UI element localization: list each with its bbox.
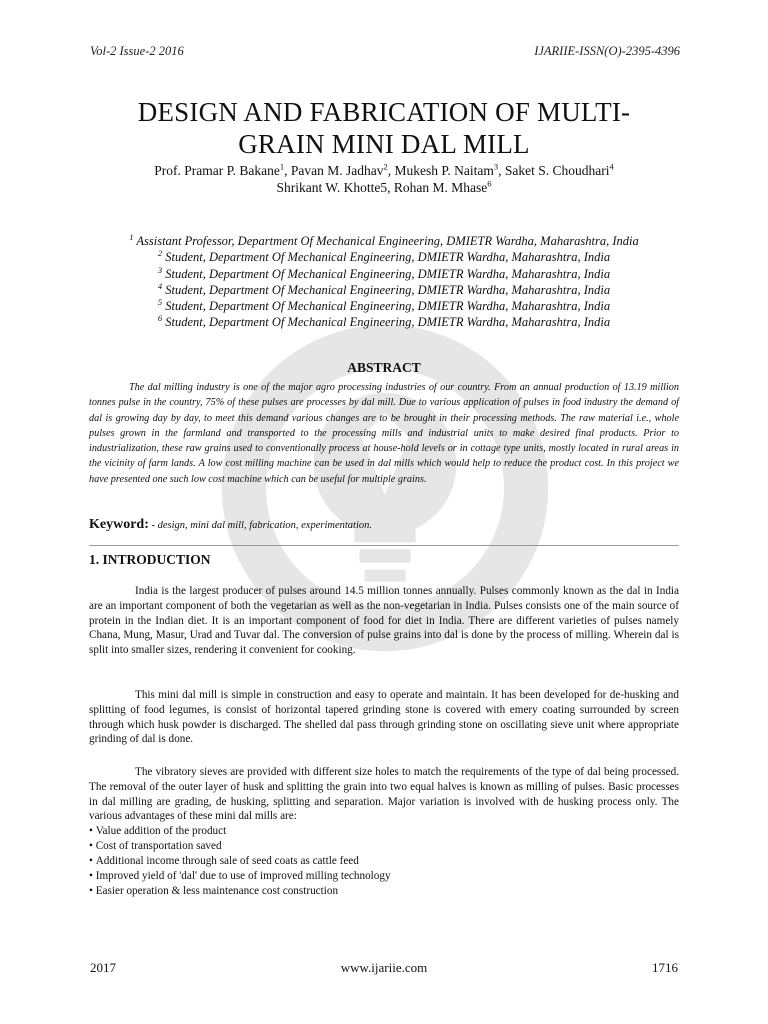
list-item: • Additional income through sale of seed coats as cattle feed <box>89 854 679 869</box>
list-item: • Improved yield of 'dal' due to use of improved milling technology <box>89 869 679 884</box>
list-item: • Easier operation & less maintenance cost construction <box>89 884 679 899</box>
keyword-label: Keyword: <box>89 517 149 532</box>
author-1: Prof. Pramar P. Bakane <box>154 163 280 178</box>
intro-paragraph-3: The vibratory sieves are provided with different size holes to match the requirements of the type of dal being processed. The removal of the outer layer of husk and splitting the grain into two equal halves is known as milling of pulses. Basic processes in dal milling are grading, de husking, splitting and separation. Major variation is involved with de husking process only. The various advantages of these mini dal mills are: <box>89 766 679 823</box>
affiliation-item: $^5$ Student, Department Of Mechanical Engineering, DMIETR Wardha, Maharashtra, India <box>157 297 611 314</box>
keyword-text: - design, mini dal mill, fabrication, experimentation. <box>151 520 372 531</box>
affiliation-item: $^2$ Student, Department Of Mechanical Engineering, DMIETR Wardha, Maharashtra, India <box>157 248 611 265</box>
section-divider <box>89 545 679 546</box>
author-4: Saket S. Choudhari <box>504 163 610 178</box>
page-number: 1716 <box>652 960 678 975</box>
author-3: Mukesh P. Naitam <box>394 163 494 178</box>
author-6: Rohan M. Mhase <box>393 180 488 195</box>
footer-year: 2017 <box>90 960 116 975</box>
affiliation-list <box>60 233 708 331</box>
affiliation-item: $^6$ Student, Department Of Mechanical Engineering, DMIETR Wardha, Maharashtra, India <box>157 313 611 330</box>
introduction-heading: 1. INTRODUCTION <box>89 552 211 567</box>
abstract-heading: ABSTRACT <box>347 360 421 375</box>
author-list <box>60 162 708 196</box>
author-line-2: Shrikant W. Khotte5, Rohan M. Mhase$^6$ <box>276 178 492 195</box>
advantages-list <box>89 824 679 899</box>
keywords <box>89 517 679 533</box>
abstract-body: The dal milling industry is one of the major agro processing industries of our country. From an annual production of 13.19 million tonnes pulse in the country, 75% of these pulses are processes by dal mill. Due to various application of pulses in food industry the demand of dal is growing day by day, to meet this demand various changes are to be brought in their processing methods. The raw material i.e., whole pulses grown in the farmland and transported to the processing mills and industrial units to make desired final products. Prior to industrialization, these raw grains used to conventionally process at house-hold levels or in cottage type units, mostly located in rural areas in the vicinity of farm lands. A low cost milling machine can be used in dal mills which would help to reduce the product cost. In this project we have presented one such low cost machine which can be useful for multiple grains. <box>89 382 679 485</box>
author-2: Pavan M. Jadhav <box>290 163 384 178</box>
intro-paragraph-2: This mini dal mill is simple in construction and easy to operate and maintain. It has been developed for de-husking and splitting of food legumes, is consist of horizontal tapered grinding stone is covered with emery coating surrounded by screen through which husk powder is discharged. The shelled dal pass through grinding stone on oscillating sieve unit where appropriate grinding of dal is done. <box>89 689 679 746</box>
affiliation-item: $^3$ Student, Department Of Mechanical Engineering, DMIETR Wardha, Maharashtra, India <box>157 264 611 281</box>
affiliation-item: $^4$ Student, Department Of Mechanical Engineering, DMIETR Wardha, Maharashtra, India <box>157 280 611 297</box>
affiliation-item: $^1$ Assistant Professor, Department Of Mechanical Engineering, DMIETR Wardha, Maharashtra, India <box>129 231 639 248</box>
list-item: • Value addition of the product <box>89 824 679 839</box>
footer-website: www.ijariie.com <box>340 960 428 975</box>
list-item: • Cost of transportation saved <box>89 839 679 854</box>
journal-issn: IJARIIE-ISSN(O)-2395-4396 <box>534 44 680 58</box>
paper-title <box>60 96 708 160</box>
title-line-2: GRAIN MINI DAL MILL <box>238 129 530 159</box>
title-line-1: DESIGN AND FABRICATION OF MULTI- <box>137 97 631 127</box>
author-5: Shrikant W. Khotte5 <box>276 180 388 195</box>
intro-paragraph-1: India is the largest producer of pulses around 14.5 million tonnes annually. Pulses commonly known as the dal in India are an important component of both the vegetarian as well as the non-vegetarian in India. Pulses consists one of the main source of protein in the Indian diet. It is an important component of food for diet in India. There are different varieties of pulses namely Chana, Mung, Masur, Urad and Tuvar dal. The conversion of pulse grains into dal is done by the process of milling. Wherein dal is split into smaller sizes, rendering it convenient for cooking. <box>89 585 679 657</box>
author-line-1: Prof. Pramar P. Bakane$^1$, Pavan M. Jadhav$^2$, Mukesh P. Naitam$^3$, Saket S. Choudhari$^4$ <box>154 161 614 178</box>
journal-volume: Vol-2 Issue-2 2016 <box>90 44 184 58</box>
